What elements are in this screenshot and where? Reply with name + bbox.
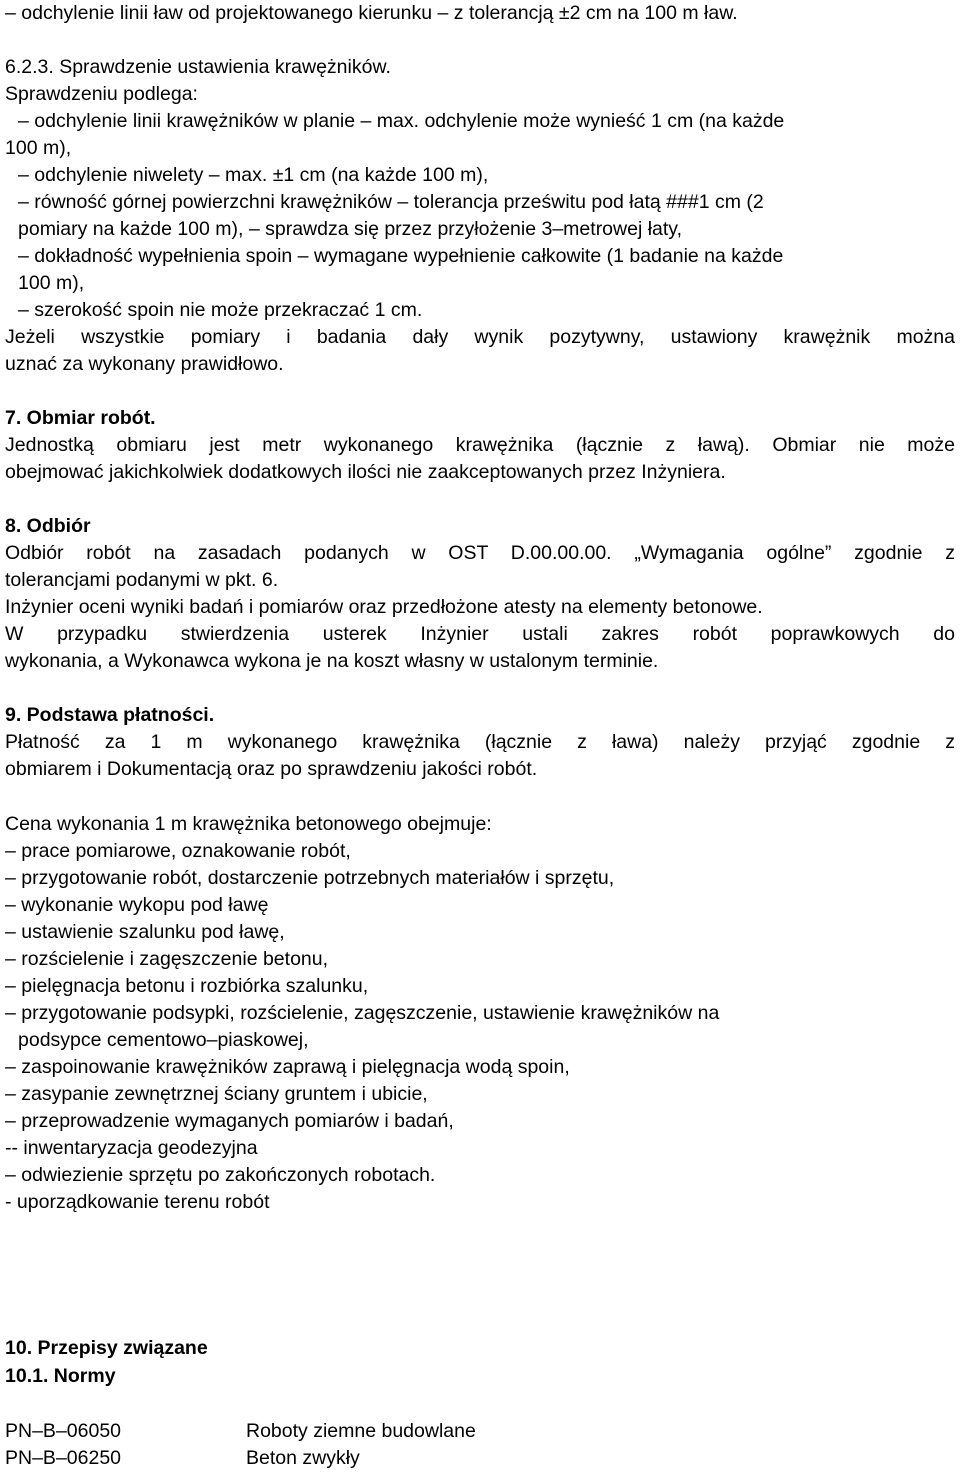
paragraph-line: obejmować jakichkolwiek dodatkowych ilości nie zaakceptowanych przez Inżyniera. xyxy=(5,461,726,483)
list-item: – odwiezienie sprzętu po zakończonych robotach. xyxy=(5,1164,436,1186)
section-heading-10: 10. Przepisy związane xyxy=(5,1337,208,1359)
list-item: – zasypanie zewnętrznej ściany gruntem i ubicie, xyxy=(5,1083,428,1105)
norm-code: PN–B–06250 xyxy=(5,1447,122,1469)
list-item: – ustawienie szalunku pod ławę, xyxy=(5,921,285,943)
list-item: – zaspoinowanie krawężników zaprawą i pielęgnacja wodą spoin, xyxy=(5,1056,570,1078)
paragraph-line: wykonania, a Wykonawca wykona je na koszt własny w ustalonym terminie. xyxy=(5,650,659,672)
list-item: – przygotowanie robót, dostarczenie potrzebnych materiałów i sprzętu, xyxy=(5,867,615,889)
norm-name: Beton zwykły xyxy=(246,1447,360,1469)
section-heading-8: 8. Odbiór xyxy=(5,515,91,537)
text-line: 100 m), xyxy=(18,272,85,294)
list-item: – prace pomiarowe, oznakowanie robót, xyxy=(5,840,351,862)
list-item: – przygotowanie podsypki, rozścielenie, zagęszczenie, ustawienie krawężników na xyxy=(5,1002,720,1024)
section-heading-6-2-3: 6.2.3. Sprawdzenie ustawienia krawężników. xyxy=(5,56,391,78)
list-item: – równość górnej powierzchni krawężników – tolerancja prześwitu pod łatą ###1 cm (2 xyxy=(18,191,764,213)
list-item: – odchylenie linii krawężników w planie – max. odchylenie może wynieść 1 cm (na każde xyxy=(18,110,785,132)
list-item: – pielęgnacja betonu i rozbiórka szalunku, xyxy=(5,975,369,997)
paragraph-line: Jednostką obmiaru jest metr wykonanego krawężnika (łącznie z ławą). Obmiar nie może xyxy=(5,434,955,456)
list-item-continuation: podsypce cementowo–piaskowej, xyxy=(18,1029,309,1051)
paragraph-line: Cena wykonania 1 m krawężnika betonowego obejmuje: xyxy=(5,813,492,835)
list-item: – odchylenie niwelety – max. ±1 cm (na każde 100 m), xyxy=(18,164,489,186)
norm-code: PN–B–06050 xyxy=(5,1420,122,1442)
list-item: - uporządkowanie terenu robót xyxy=(5,1191,270,1213)
list-item: – rozścielenie i zagęszczenie betonu, xyxy=(5,948,329,970)
paragraph-line: W przypadku stwierdzenia usterek Inżynier ustali zakres robót poprawkowych do xyxy=(5,623,955,645)
paragraph-line: Inżynier oceni wyniki badań i pomiarów oraz przedłożone atesty na elementy betonowe. xyxy=(5,596,763,618)
paragraph-line: Płatność za 1 m wykonanego krawężnika (łącznie z ława) należy przyjąć zgodnie z xyxy=(5,731,955,753)
norm-name: Roboty ziemne budowlane xyxy=(246,1420,476,1442)
paragraph-line: tolerancjami podanymi w pkt. 6. xyxy=(5,569,279,591)
list-item: – dokładność wypełnienia spoin – wymagane wypełnienie całkowite (1 badanie na każde xyxy=(18,245,784,267)
section-heading-9: 9. Podstawa płatności. xyxy=(5,704,215,726)
section-heading-10-1: 10.1. Normy xyxy=(5,1365,116,1387)
list-item: – przeprowadzenie wymaganych pomiarów i badań, xyxy=(5,1110,454,1132)
text-line: Sprawdzeniu podlega: xyxy=(5,83,198,105)
paragraph-line: Odbiór robót na zasadach podanych w OST D.00.00.00. „Wymagania ogólne” zgodnie z xyxy=(5,542,955,564)
list-item: – szerokość spoin nie może przekraczać 1 cm. xyxy=(18,299,423,321)
text-line: pomiary na każde 100 m), – sprawdza się przez przyłożenie 3–metrowej łaty, xyxy=(18,218,683,240)
section-heading-7: 7. Obmiar robót. xyxy=(5,407,156,429)
text-line: – odchylenie linii ław od projektowanego kierunku – z tolerancją ±2 cm na 100 m ław. xyxy=(5,2,738,24)
text-line: 100 m), xyxy=(5,137,72,159)
list-item: – wykonanie wykopu pod ławę xyxy=(5,894,269,916)
paragraph-line: obmiarem i Dokumentacją oraz po sprawdzeniu jakości robót. xyxy=(5,758,538,780)
paragraph-line: uznać za wykonany prawidłowo. xyxy=(5,353,284,375)
paragraph-line: Jeżeli wszystkie pomiary i badania dały wynik pozytywny, ustawiony krawężnik można xyxy=(5,326,955,348)
list-item: -- inwentaryzacja geodezyjna xyxy=(5,1137,258,1159)
